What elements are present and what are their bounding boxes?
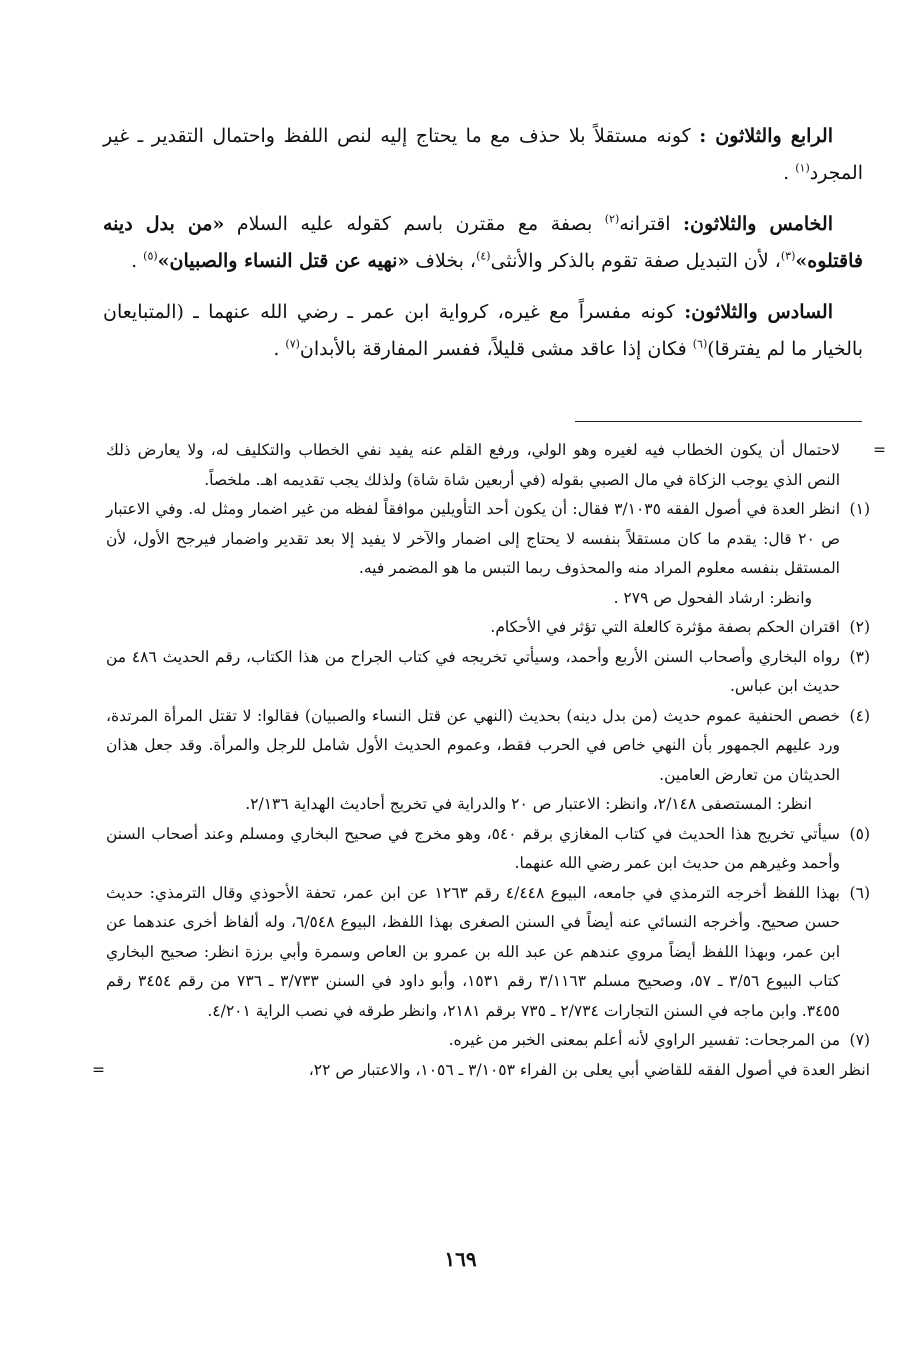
footnote-number: (٧) [849,1031,870,1049]
paragraph-text: . [783,162,796,184]
hadith-quote: «نهيه عن قتل النساء والصبيان» [157,250,410,272]
footnote-text: انظر العدة في أصول الفقه للقاضي أبي يعلى بن الفراء ٣/١٠٥٣ ـ ١٠٥٦، والاعتبار ص ٢٢، [308,1060,870,1079]
main-paragraph [103,206,863,280]
footnote-ref[interactable]: (٥) [143,249,158,263]
footnote [106,879,870,1027]
paragraph-text: ، لأن التبديل صفة تقوم بالذكر والأنثى [490,250,781,272]
footnote-ref[interactable]: (٤) [476,249,491,263]
main-paragraph [103,294,863,368]
paragraph-heading: الرابع والثلاثون : [699,125,834,147]
paragraph-text: كونه مفسراً مع غيره، كرواية ابن عمر ـ رضي الله عنهما ـ (المتبايعان بالخيار ما لم يفترقا) [103,301,863,360]
paragraph-text: . [273,338,286,360]
footnotes [92,436,886,1085]
continuation-marker: = [92,1060,105,1079]
footnote [106,495,870,584]
hadith-quote: «من بدل دينه فاقتلوه» [103,213,863,272]
paragraph-text: كونه مستقلاً بلا حذف مع ما يحتاج إليه لنص اللفظ واحتمال التقدير ـ غير المجرد [103,125,863,184]
paragraph-text: . [131,250,144,272]
footnote-ref[interactable]: (٢) [604,212,620,226]
footnote [106,643,870,702]
footnote-ref[interactable]: (١) [795,161,810,175]
footnote-ref[interactable]: (٦) [692,337,708,351]
footnote-number: (٣) [849,647,870,666]
footnote-text: انظر: المستصفى ٢/١٤٨، وانظر: الاعتبار ص ٢٠ والدراية في تخريج أحاديث الهداية ٢/١٣٦. [245,795,812,813]
footnote-ref[interactable]: (٧) [285,337,300,351]
footnote [106,820,870,879]
footnote [106,613,870,643]
footnote-text: اقتران الحكم بصفة مؤثرة كالعلة التي تؤثر في الأحكام. [490,618,840,636]
footnote-ref[interactable]: (٣) [780,249,796,263]
footnote-text: سيأتي تخريج هذا الحديث في كتاب المغازي برقم ٥٤٠، وهو مخرج في صحيح البخاري ومسلم وعند أصحاب السنن وأحمد وغيرهم من حديث ابن عمر رضي الله عنهما. [106,824,840,872]
paragraph-heading: الخامس والثلاثون: [683,213,834,235]
paragraph-text: فكان إذا عاقد مشى قليلاً، ففسر المفارقة بالأبدان [299,338,693,360]
footnote-text: من المرجحات: تفسير الراوي لأنه أعلم بمعنى الخبر من غيره. [448,1031,840,1049]
footnote [106,702,870,791]
page-number: ١٦٩ [444,1247,477,1271]
paragraph-text: اقترانه [619,213,684,235]
paragraph-text: بصفة مع مقترن باسم كقوله عليه السلام [224,213,605,235]
paragraph-heading: السادس والثلاثون: [684,301,833,323]
paragraph-text: ، بخلاف [409,250,477,272]
footnote-text: خصص الحنفية عموم حديث (من بدل دينه) بحديث (النهي عن قتل النساء والصبيان) فقالوا: لا تقتل المرأة المرتدة، ورد عليهم الجمهور بأن النهي خاص في الحرب فقط، وعموم الحديث الأول شامل للرجل والمرأة. وقد جعل هذان الحديثان من تعارض العامين. [106,706,840,784]
footnote-number: (١) [849,500,870,518]
main-text [103,118,863,382]
main-paragraph [103,118,863,192]
continuation-marker: = [873,441,886,459]
footnote-text: لاحتمال أن يكون الخطاب فيه لغيره وهو الولي، ورفع القلم عنه يفيد نفي الخطاب والتكليف له، ولا يعارض ذلك النص الذي يوجب الزكاة في مال الصبي بقوله (في أربعين شاة شاة) ولذلك يجب تقديمه اهـ. ملخصاً. [106,441,840,489]
footnote-reference [92,1056,870,1086]
footnote-text: وانظر: ارشاد الفحول ص ٢٧٩ . [613,588,812,607]
footnote [106,1026,870,1056]
footnote-carryover [106,436,886,495]
footnote-text: انظر العدة في أصول الفقه ٣/١٠٣٥ فقال: أن يكون أحد التأويلين موافقاً لفظه من غير اضمار ومثل له. وفي الاعتبار ص ٢٠ قال: يقدم ما كان مستقلاً بنفسه لا يحتاج إلى اضمار والآخر لا يفيد إلا بعد تقدير واضمار فيرجح الأول، لأن المستقل بنفسه معلوم المراد منه والمحذوف ربما التبس ما هو المضمر فيه. [106,500,841,577]
footnote-number: (٤) [849,706,870,725]
footnote-number: (٢) [849,618,870,636]
footnote-separator [575,421,862,422]
footnote-text: بهذا اللفظ أخرجه الترمذي في جامعه، البيوع ٤/٤٤٨ رقم ١٢٦٣ عن ابن عمر، تحفة الأحوذي وقال الترمذي: حديث حسن صحيح. وأخرجه النسائي عنه أيضاً في السنن الصغرى بهذا اللفظ، البيوع ٦/٥٤٨، وله ألفاظ أخرى عندهما عن ابن عمر، وبهذا اللفظ أيضاً مروي عندهم عن عبد الله بن عمرو بن العاص وسمرة وأبي برزة انظر: صحيح البخاري كتاب البيوع ٣/٥٦ ـ ٥٧، وصحيح مسلم ٣/١١٦٣ رقم ١٥٣١، وأبو داود في السنن ٣/٧٣٣ ـ ٧٣٦ من رقم ٣٤٥٤ رقم ٣٤٥٥. وابن ماجه في السنن التجارات ٢/٧٣٤ ـ ٧٣٥ برقم ٢١٨١، وانظر طرقه في نصب الراية ٤/٢٠١. [106,883,840,1020]
footnote-number: (٦) [849,883,870,902]
footnote-reference [106,790,870,820]
footnote-reference [106,584,870,614]
footnote-number: (٥) [849,824,870,843]
footnote-text: رواه البخاري وأصحاب السنن الأربع وأحمد، وسيأتي تخريجه في كتاب الجراح من هذا الكتاب، رقم الحديث ٤٨٦ من حديث ابن عباس. [106,647,840,695]
